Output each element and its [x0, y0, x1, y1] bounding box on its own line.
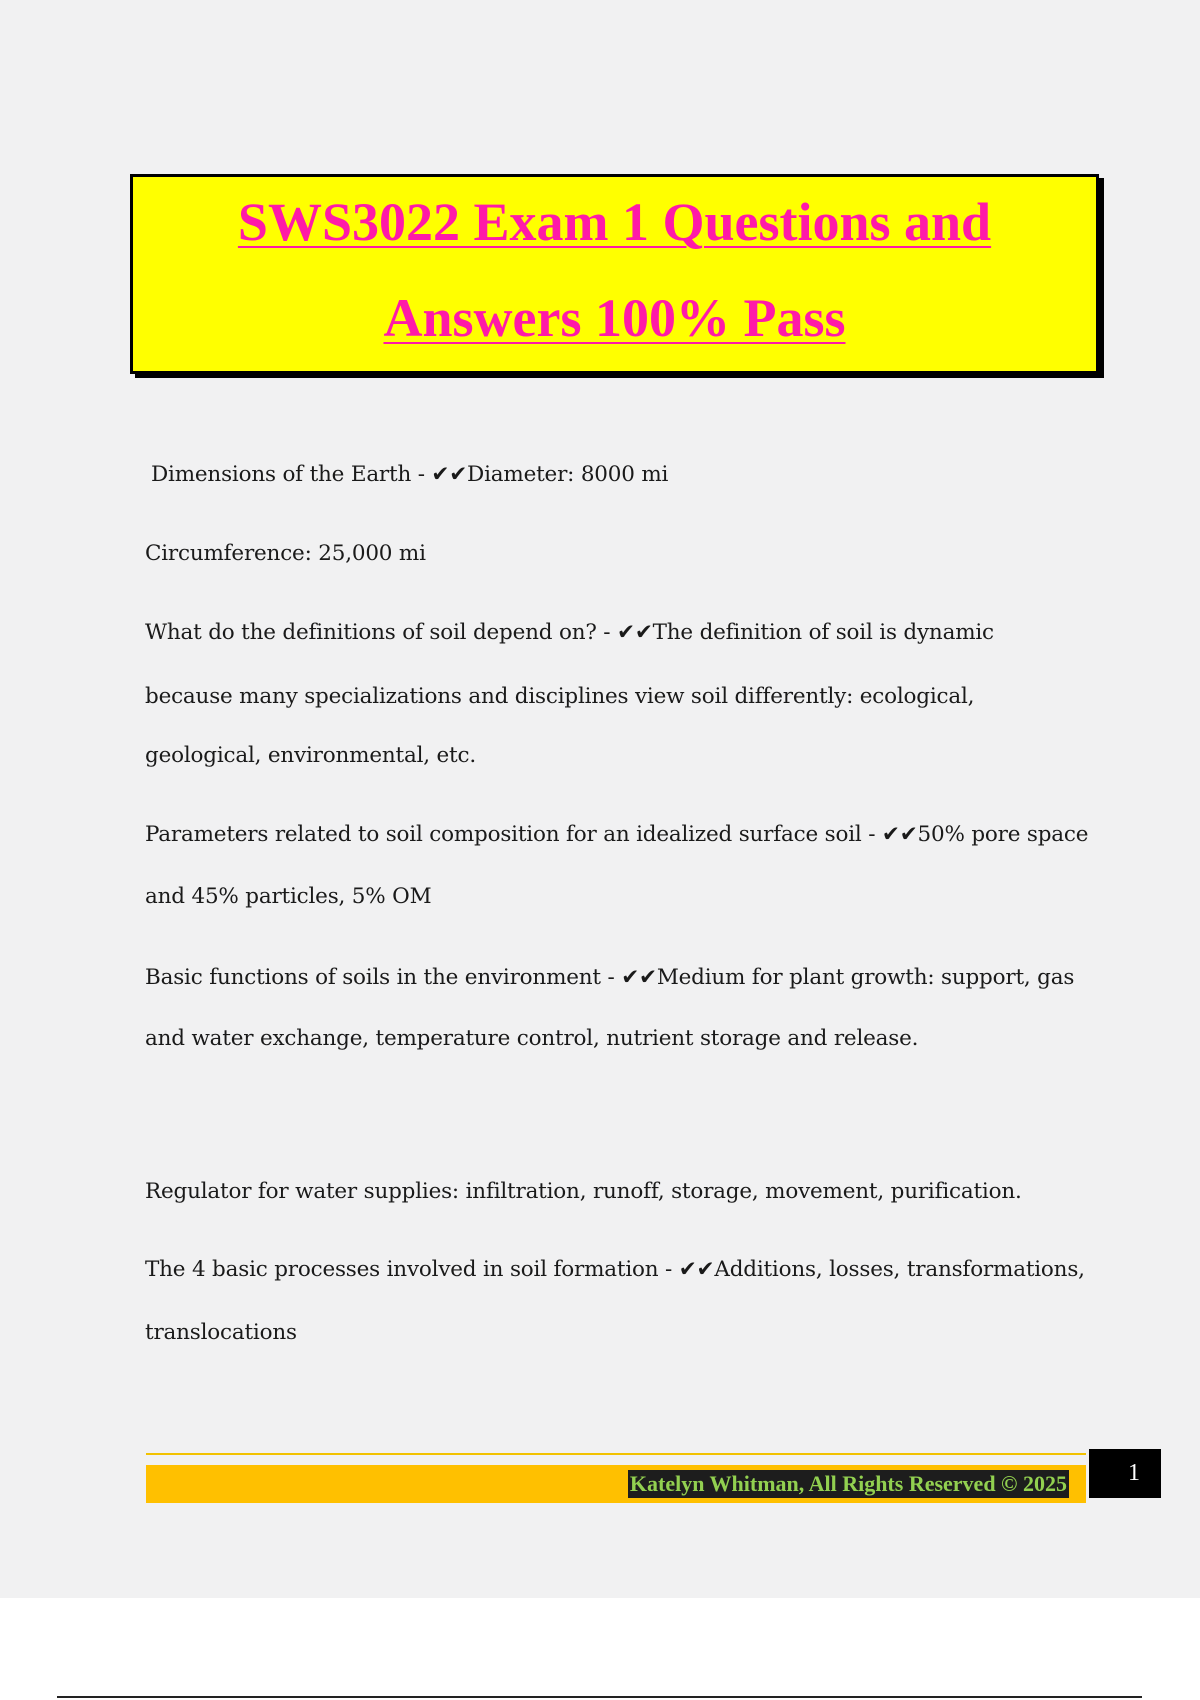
bottom-divider: [57, 1696, 1142, 1698]
qa-soil-formation-line-2: translocations: [145, 1320, 297, 1345]
qa-soil-composition-line-2: and 45% particles, 5% OM: [145, 884, 432, 909]
page-number-box: [1089, 1449, 1161, 1498]
qa-soil-composition-line-1: Parameters related to soil composition for an idealized surface soil - ✔✔50% pore space: [145, 822, 1089, 847]
qa-soil-definition-line-1: What do the definitions of soil depend on? - ✔✔The definition of soil is dynamic: [145, 620, 994, 645]
title-line-2: Answers 100% Pass: [383, 288, 846, 348]
qa-soil-functions-line-1: Basic functions of soils in the environment - ✔✔Medium for plant growth: support, gas: [145, 965, 1075, 990]
qa-soil-functions-line-2: and water exchange, temperature control, nutrient storage and release.: [145, 1026, 919, 1051]
footer-copyright: Katelyn Whitman, All Rights Reserved © 2025: [629, 1471, 1067, 1496]
title-box: [130, 174, 1099, 374]
footer-divider: [146, 1453, 1086, 1455]
qa-water-regulator: Regulator for water supplies: infiltration, runoff, storage, movement, purification.: [145, 1179, 1022, 1204]
qa-circumference: Circumference: 25,000 mi: [145, 541, 426, 566]
page-number: 1: [1128, 1460, 1140, 1486]
qa-earth-dimensions: Dimensions of the Earth - ✔✔Diameter: 8000 mi: [151, 462, 669, 487]
title-line-1: SWS3022 Exam 1 Questions and: [237, 192, 992, 252]
footer-bar: [146, 1465, 1086, 1503]
qa-soil-definition-line-2: because many specializations and disciplines view soil differently: ecological,: [145, 684, 975, 709]
qa-soil-formation-line-1: The 4 basic processes involved in soil formation - ✔✔Additions, losses, transformations,: [145, 1257, 1085, 1282]
qa-soil-definition-line-3: geological, environmental, etc.: [145, 743, 476, 768]
